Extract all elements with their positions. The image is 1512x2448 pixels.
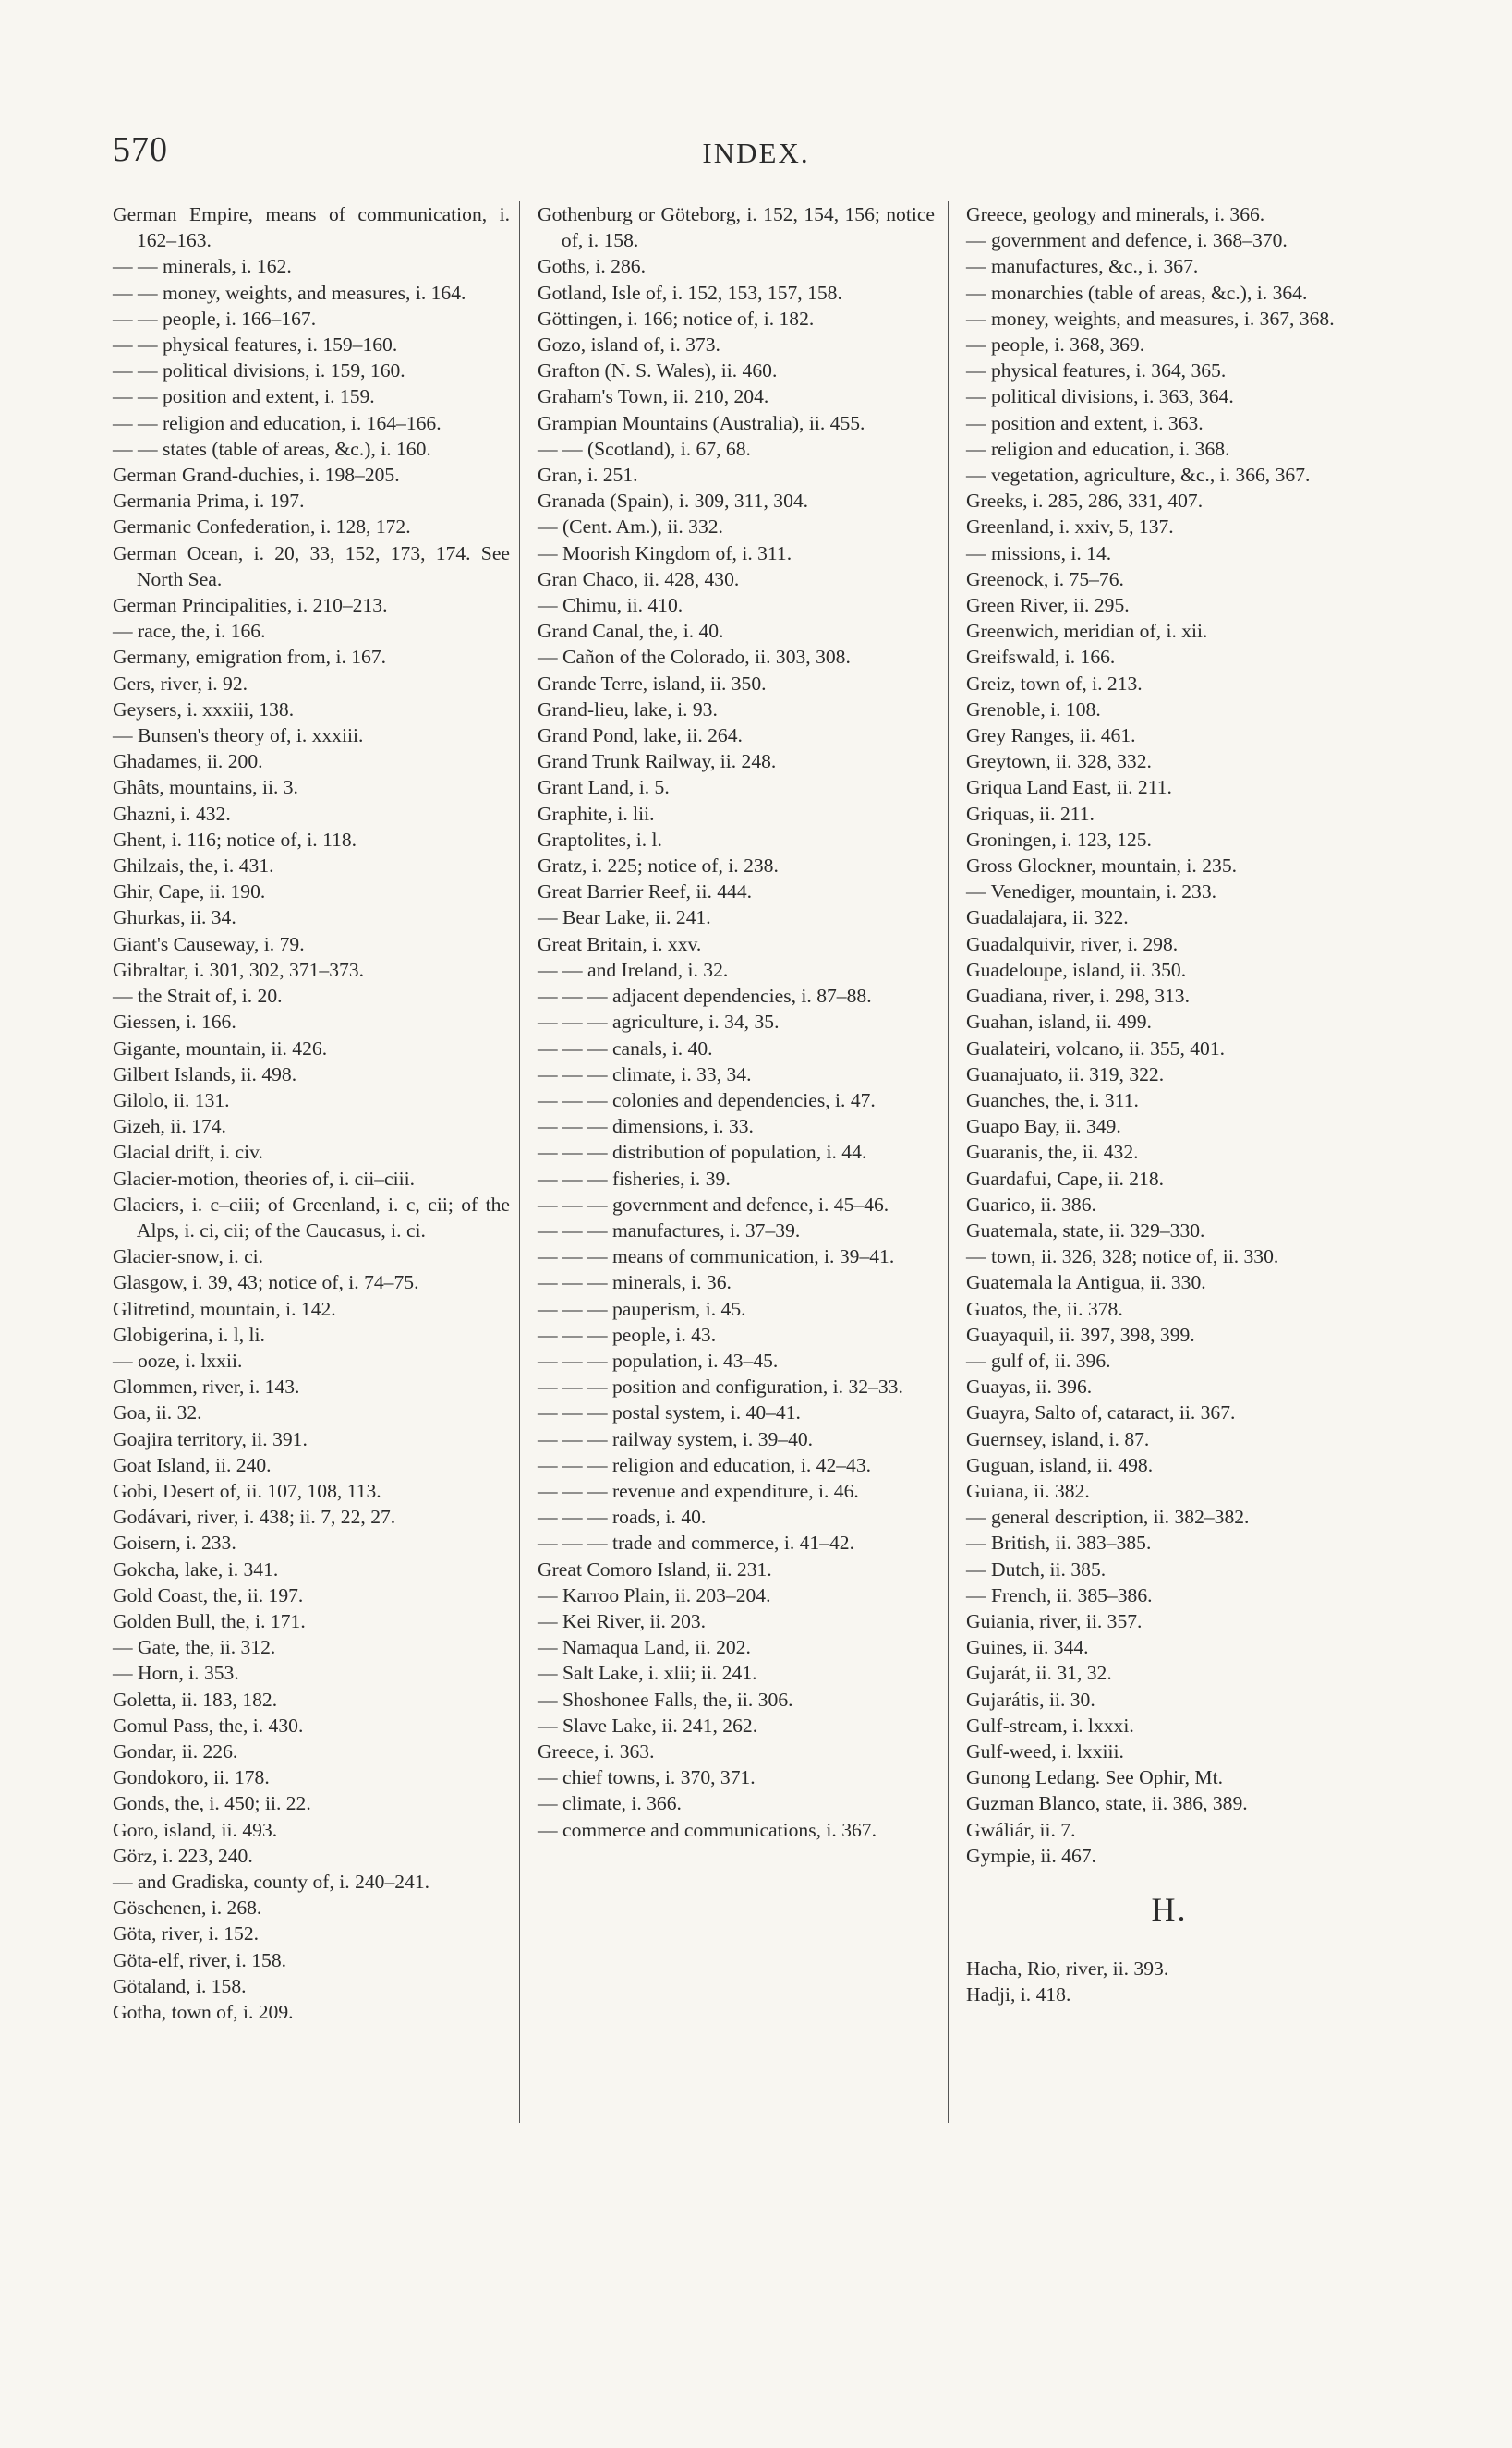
index-entry: Guguan, island, ii. 498. xyxy=(966,1453,1154,1476)
index-entry: Göschenen, i. 268. xyxy=(113,1897,262,1920)
index-entry: Grey Ranges, ii. 461. xyxy=(966,724,1136,747)
index-entry: Goletta, ii. 183, 182. xyxy=(113,1688,278,1711)
index-entry: Gozo, island of, i. 373. xyxy=(538,333,720,357)
index-entry: — Karroo Plain, ii. 203–204. xyxy=(538,1583,771,1606)
index-entry: — Bunsen's theory of, i. xxxiii. xyxy=(113,724,364,747)
index-entry: Ghâts, mountains, ii. 3. xyxy=(113,776,298,799)
index-entry: Graptolites, i. l. xyxy=(538,828,662,851)
index-entry: — — — dimensions, i. 33. xyxy=(538,1115,754,1138)
index-entry: — money, weights, and measures, i. 367, 368. xyxy=(966,307,1335,330)
index-entry: — Namaqua Land, ii. 202. xyxy=(538,1636,751,1659)
index-entry: Ghilzais, the, i. 431. xyxy=(113,854,274,878)
index-entry: Golden Bull, the, i. 171. xyxy=(113,1609,306,1632)
index-entry: Guayas, ii. 396. xyxy=(966,1375,1093,1399)
index-entry: Gokcha, lake, i. 341. xyxy=(113,1557,279,1581)
index-entry: Greifswald, i. 166. xyxy=(966,646,1116,669)
index-entry: — — (Scotland), i. 67, 68. xyxy=(538,437,751,460)
index-entry: Götaland, i. 158. xyxy=(113,1974,247,1997)
index-entry: — — — railway system, i. 39–40. xyxy=(538,1427,814,1450)
column-divider xyxy=(519,201,520,2123)
index-entry: Guernsey, island, i. 87. xyxy=(966,1427,1150,1450)
index-entry: Gotland, Isle of, i. 152, 153, 157, 158. xyxy=(538,281,842,304)
index-entry: — and Gradiska, county of, i. 240–241. xyxy=(113,1871,430,1893)
index-entry: Guadiana, river, i. 298, 313. xyxy=(966,985,1191,1008)
index-entry: — — religion and education, i. 164–166. xyxy=(113,411,442,434)
index-entry: Guardafui, Cape, ii. 218. xyxy=(966,1167,1165,1190)
index-entry: Glacier-motion, theories of, i. cii–ciii. xyxy=(113,1167,415,1190)
index-entry: Ghurkas, ii. 34. xyxy=(113,906,236,929)
column-divider xyxy=(948,201,949,2123)
index-entry: German Grand-duchies, i. 198–205. xyxy=(113,464,400,487)
section-heading-h: H. xyxy=(1151,1891,1188,1928)
index-entry: Grande Terre, island, ii. 350. xyxy=(538,672,767,695)
index-entry: — Kei River, ii. 203. xyxy=(538,1609,707,1632)
index-entry: Guadalajara, ii. 322. xyxy=(966,906,1129,929)
index-entry: — missions, i. 14. xyxy=(966,541,1112,564)
index-entry: Guahan, island, ii. 499. xyxy=(966,1011,1152,1034)
index-entry: German Principalities, i. 210–213. xyxy=(113,594,388,617)
index-entry: Griquas, ii. 211. xyxy=(966,802,1095,825)
index-entry: Giant's Causeway, i. 79. xyxy=(113,932,305,955)
index-entry: — — money, weights, and measures, i. 164. xyxy=(113,281,466,304)
index-entry: Godávari, river, i. 438; ii. 7, 22, 27. xyxy=(113,1506,396,1529)
index-entry: Gomul Pass, the, i. 430. xyxy=(113,1714,304,1737)
index-entry: — Moorish Kingdom of, i. 311. xyxy=(538,541,792,564)
index-entry: Guzman Blanco, state, ii. 386, 389. xyxy=(966,1792,1248,1815)
index-entry: — — — agriculture, i. 34, 35. xyxy=(538,1011,780,1034)
index-entry: Gilolo, ii. 131. xyxy=(113,1088,230,1111)
index-entry: Ghazni, i. 432. xyxy=(113,802,231,825)
index-entry: — (Cent. Am.), ii. 332. xyxy=(538,515,723,539)
index-entry: Graphite, i. lii. xyxy=(538,802,655,825)
index-entry: Grant Land, i. 5. xyxy=(538,776,670,799)
index-entry: — — — postal system, i. 40–41. xyxy=(538,1401,801,1424)
index-entry: — — — religion and education, i. 42–43. xyxy=(538,1453,872,1476)
index-entry: — Venediger, mountain, i. 233. xyxy=(966,880,1217,903)
index-entry: — physical features, i. 364, 365. xyxy=(966,359,1227,382)
index-column-1 xyxy=(113,201,510,2025)
index-entry: — — — pauperism, i. 45. xyxy=(538,1297,746,1320)
index-entry: Gratz, i. 225; notice of, i. 238. xyxy=(538,854,779,878)
index-entry: — — — minerals, i. 36. xyxy=(538,1271,732,1294)
index-entry: Granada (Spain), i. 309, 311, 304. xyxy=(538,490,809,513)
index-entry: Guatos, the, ii. 378. xyxy=(966,1297,1123,1320)
index-entry: Greiz, town of, i. 213. xyxy=(966,672,1143,695)
index-entry: Guiana, ii. 382. xyxy=(966,1479,1090,1502)
index-entry: — — position and extent, i. 159. xyxy=(113,385,375,408)
index-entry: — Salt Lake, i. xlii; ii. 241. xyxy=(538,1662,757,1685)
index-entry: — — — canals, i. 40. xyxy=(538,1036,713,1060)
index-entry: — monarchies (table of areas, &c.), i. 364. xyxy=(966,281,1308,304)
index-entry: Gold Coast, the, ii. 197. xyxy=(113,1583,304,1606)
index-entry: Guapo Bay, ii. 349. xyxy=(966,1115,1121,1138)
index-entry: Guadeloupe, island, ii. 350. xyxy=(966,958,1187,981)
index-entry: — — — colonies and dependencies, i. 47. xyxy=(538,1088,876,1111)
index-entry: — Horn, i. 353. xyxy=(113,1662,239,1685)
index-entry: Geysers, i. xxxiii, 138. xyxy=(113,697,295,721)
index-column-2 xyxy=(538,201,935,1843)
index-entry: — — — position and configuration, i. 32–33. xyxy=(538,1375,903,1399)
index-entry: Görz, i. 223, 240. xyxy=(113,1844,253,1867)
running-head: INDEX. xyxy=(702,137,810,169)
index-entry: — — — government and defence, i. 45–46. xyxy=(538,1193,889,1216)
index-entry: — the Strait of, i. 20. xyxy=(113,985,283,1008)
index-entry: — position and extent, i. 363. xyxy=(966,411,1204,434)
index-entry: — Bear Lake, ii. 241. xyxy=(538,906,711,929)
index-entry: — — minerals, i. 162. xyxy=(113,255,292,278)
index-entry: Grampian Mountains (Australia), ii. 455. xyxy=(538,411,865,434)
index-entry: Grafton (N. S. Wales), ii. 460. xyxy=(538,359,778,382)
index-entry: Greeks, i. 285, 286, 331, 407. xyxy=(966,490,1204,513)
index-entry: Greece, geology and minerals, i. 366. xyxy=(966,203,1265,225)
index-entry: Gulf-weed, i. lxxiii. xyxy=(966,1739,1124,1763)
index-entry: Grand-lieu, lake, i. 93. xyxy=(538,697,718,721)
index-entry: Greenock, i. 75–76. xyxy=(966,567,1124,590)
index-entry: Gobi, Desert of, ii. 107, 108, 113. xyxy=(113,1479,381,1502)
index-entry: Gympie, ii. 467. xyxy=(966,1844,1096,1867)
index-entry: Glaciers, i. c–ciii; of Greenland, i. c, cii; of the Alps, i. ci, cii; of the Caucasus, i. ci. xyxy=(113,1193,510,1242)
index-entry: German Ocean, i. 20, 33, 152, 173, 174. See North Sea. xyxy=(113,541,510,590)
index-entry: Gigante, mountain, ii. 426. xyxy=(113,1036,328,1060)
entries-h xyxy=(966,1956,1373,2007)
index-entry: — political divisions, i. 363, 364. xyxy=(966,385,1234,408)
index-column-3 xyxy=(966,201,1373,2007)
index-entry: Great Britain, i. xxv. xyxy=(538,932,702,955)
index-entry: Hacha, Rio, river, ii. 393. xyxy=(966,1957,1169,1980)
index-entry: Goro, island, ii. 493. xyxy=(113,1818,278,1841)
index-entry: — — physical features, i. 159–160. xyxy=(113,333,398,357)
index-entry: German Empire, means of communication, i. 162–163. xyxy=(113,203,510,252)
index-entry: Gilbert Islands, ii. 498. xyxy=(113,1062,297,1085)
index-entry: Hadji, i. 418. xyxy=(966,1983,1071,2006)
index-entry: Grand Trunk Railway, ii. 248. xyxy=(538,750,777,773)
index-entry: — — — revenue and expenditure, i. 46. xyxy=(538,1479,859,1502)
index-entry: — Gate, the, ii. 312. xyxy=(113,1636,276,1659)
index-entry: Guines, ii. 344. xyxy=(966,1636,1089,1659)
index-entry: Guayra, Salto of, cataract, ii. 367. xyxy=(966,1401,1236,1424)
index-entry: — — — means of communication, i. 39–41. xyxy=(538,1245,895,1268)
index-entry: Goisern, i. 233. xyxy=(113,1532,236,1555)
index-entry: Giessen, i. 166. xyxy=(113,1011,236,1034)
index-entry: Gwáliár, ii. 7. xyxy=(966,1818,1076,1841)
index-entry: — Dutch, ii. 385. xyxy=(966,1557,1107,1581)
index-entry: Greenwich, meridian of, i. xii. xyxy=(966,620,1208,643)
index-entry: — — — population, i. 43–45. xyxy=(538,1349,779,1372)
index-entry: Guaranis, the, ii. 432. xyxy=(966,1141,1139,1164)
index-entry: Globigerina, i. l, li. xyxy=(113,1323,265,1346)
index-entry: — religion and education, i. 368. xyxy=(966,437,1230,460)
index-entry: — government and defence, i. 368–370. xyxy=(966,229,1288,252)
index-entry: — — — people, i. 43. xyxy=(538,1323,717,1346)
index-entry: Goths, i. 286. xyxy=(538,255,646,278)
index-entry: Greenland, i. xxiv, 5, 137. xyxy=(966,515,1174,539)
index-entry: — race, the, i. 166. xyxy=(113,620,266,643)
index-entry: Gujarátis, ii. 30. xyxy=(966,1688,1095,1711)
index-entry: Gonds, the, i. 450; ii. 22. xyxy=(113,1792,311,1815)
index-entry: Guatemala, state, ii. 329–330. xyxy=(966,1218,1205,1242)
index-entry: Guanches, the, i. 311. xyxy=(966,1088,1139,1111)
index-entry: Germania Prima, i. 197. xyxy=(113,490,305,513)
index-entry: — — — adjacent dependencies, i. 87–88. xyxy=(538,985,872,1008)
index-entry: — manufactures, &c., i. 367. xyxy=(966,255,1199,278)
index-entry: — commerce and communications, i. 367. xyxy=(538,1818,877,1841)
index-entry: — vegetation, agriculture, &c., i. 366, 367. xyxy=(966,464,1311,487)
index-entry: Gulf-stream, i. lxxxi. xyxy=(966,1714,1134,1737)
index-entry: Grenoble, i. 108. xyxy=(966,697,1101,721)
index-entry: — British, ii. 383–385. xyxy=(966,1532,1152,1555)
index-entry: Gross Glockner, mountain, i. 235. xyxy=(966,854,1238,878)
index-entry: Groningen, i. 123, 125. xyxy=(966,828,1152,851)
index-entry: Germany, emigration from, i. 167. xyxy=(113,646,387,669)
index-entry: Germanic Confederation, i. 128, 172. xyxy=(113,515,411,539)
index-entry: — chief towns, i. 370, 371. xyxy=(538,1766,756,1789)
index-entry: — — political divisions, i. 159, 160. xyxy=(113,359,405,382)
page-number: 570 xyxy=(113,130,168,169)
index-entry: Great Barrier Reef, ii. 444. xyxy=(538,880,753,903)
index-entry: — town, ii. 326, 328; notice of, ii. 330. xyxy=(966,1245,1279,1268)
index-entry: Glommen, river, i. 143. xyxy=(113,1375,300,1399)
index-entry: Göttingen, i. 166; notice of, i. 182. xyxy=(538,307,815,330)
index-entry: Gotha, town of, i. 209. xyxy=(113,2001,294,2024)
index-entry: Guadalquivir, river, i. 298. xyxy=(966,932,1179,955)
index-entry: — people, i. 368, 369. xyxy=(966,333,1145,357)
index-entry: — Cañon of the Colorado, ii. 303, 308. xyxy=(538,646,851,669)
index-entry: Guarico, ii. 386. xyxy=(966,1193,1096,1216)
index-entry: Great Comoro Island, ii. 231. xyxy=(538,1557,772,1581)
index-entry: Ghent, i. 116; notice of, i. 118. xyxy=(113,828,357,851)
index-entry: — — — trade and commerce, i. 41–42. xyxy=(538,1532,855,1555)
index-entry: — Chimu, ii. 410. xyxy=(538,594,683,617)
index-entry: Glitretind, mountain, i. 142. xyxy=(113,1297,336,1320)
index-entry: Glasgow, i. 39, 43; notice of, i. 74–75. xyxy=(113,1271,419,1294)
index-entry: Glacial drift, i. civ. xyxy=(113,1141,263,1164)
index-entry: — climate, i. 366. xyxy=(538,1792,682,1815)
index-entry: — — people, i. 166–167. xyxy=(113,307,317,330)
index-entry: Gers, river, i. 92. xyxy=(113,672,248,695)
index-entry: Graham's Town, ii. 210, 204. xyxy=(538,385,769,408)
index-entry: Ghadames, ii. 200. xyxy=(113,750,263,773)
index-entry: Gran Chaco, ii. 428, 430. xyxy=(538,567,740,590)
index-entry: Gunong Ledang. See Ophir, Mt. xyxy=(966,1766,1224,1789)
index-entry: Gujarát, ii. 31, 32. xyxy=(966,1662,1112,1685)
index-entry: Gizeh, ii. 174. xyxy=(113,1115,226,1138)
index-entry: Grand Pond, lake, ii. 264. xyxy=(538,724,743,747)
index-entry: Guatemala la Antigua, ii. 330. xyxy=(966,1271,1206,1294)
index-entry: Gondar, ii. 226. xyxy=(113,1739,238,1763)
index-entry: Guayaquil, ii. 397, 398, 399. xyxy=(966,1323,1195,1346)
index-entry: Goa, ii. 32. xyxy=(113,1401,202,1424)
index-entry: — Slave Lake, ii. 241, 262. xyxy=(538,1714,758,1737)
index-entry: Glacier-snow, i. ci. xyxy=(113,1245,264,1268)
index-entry: Gibraltar, i. 301, 302, 371–373. xyxy=(113,958,365,981)
index-entry: Griqua Land East, ii. 211. xyxy=(966,776,1172,799)
index-entry: — gulf of, ii. 396. xyxy=(966,1349,1111,1372)
index-entry: Gualateiri, volcano, ii. 355, 401. xyxy=(966,1036,1226,1060)
index-entry: — — — distribution of population, i. 44. xyxy=(538,1141,867,1164)
index-entry: Göta, river, i. 152. xyxy=(113,1922,260,1945)
index-entry: — — — manufactures, i. 37–39. xyxy=(538,1218,801,1242)
index-entry: Gothenburg or Göteborg, i. 152, 154, 156; notice of, i. 158. xyxy=(538,203,935,252)
index-entry: — — states (table of areas, &c.), i. 160. xyxy=(113,437,431,460)
index-entry: — — — roads, i. 40. xyxy=(538,1506,707,1529)
index-entry: Greytown, ii. 328, 332. xyxy=(966,750,1152,773)
index-entry: — — — climate, i. 33, 34. xyxy=(538,1062,752,1085)
index-entry: Grand Canal, the, i. 40. xyxy=(538,620,724,643)
index-entry: Gondokoro, ii. 178. xyxy=(113,1766,270,1789)
index-entry: — Shoshonee Falls, the, ii. 306. xyxy=(538,1688,793,1711)
index-entry: Göta-elf, river, i. 158. xyxy=(113,1948,287,1971)
index-entry: Green River, ii. 295. xyxy=(966,594,1130,617)
index-entry: Goajira territory, ii. 391. xyxy=(113,1427,308,1450)
index-entry: Guiania, river, ii. 357. xyxy=(966,1609,1143,1632)
index-entry: Guanajuato, ii. 319, 322. xyxy=(966,1062,1165,1085)
index-entry: — general description, ii. 382–382. xyxy=(966,1506,1250,1529)
index-entry: Ghir, Cape, ii. 190. xyxy=(113,880,266,903)
index-entry: Gran, i. 251. xyxy=(538,464,638,487)
index-entry: — — — fisheries, i. 39. xyxy=(538,1167,731,1190)
index-entry: — French, ii. 385–386. xyxy=(966,1583,1153,1606)
index-entry: — — and Ireland, i. 32. xyxy=(538,958,729,981)
index-entry: Greece, i. 363. xyxy=(538,1739,655,1763)
index-entry: Goat Island, ii. 240. xyxy=(113,1453,272,1476)
entries-g xyxy=(966,201,1373,1869)
index-entry: — ooze, i. lxxii. xyxy=(113,1349,243,1372)
